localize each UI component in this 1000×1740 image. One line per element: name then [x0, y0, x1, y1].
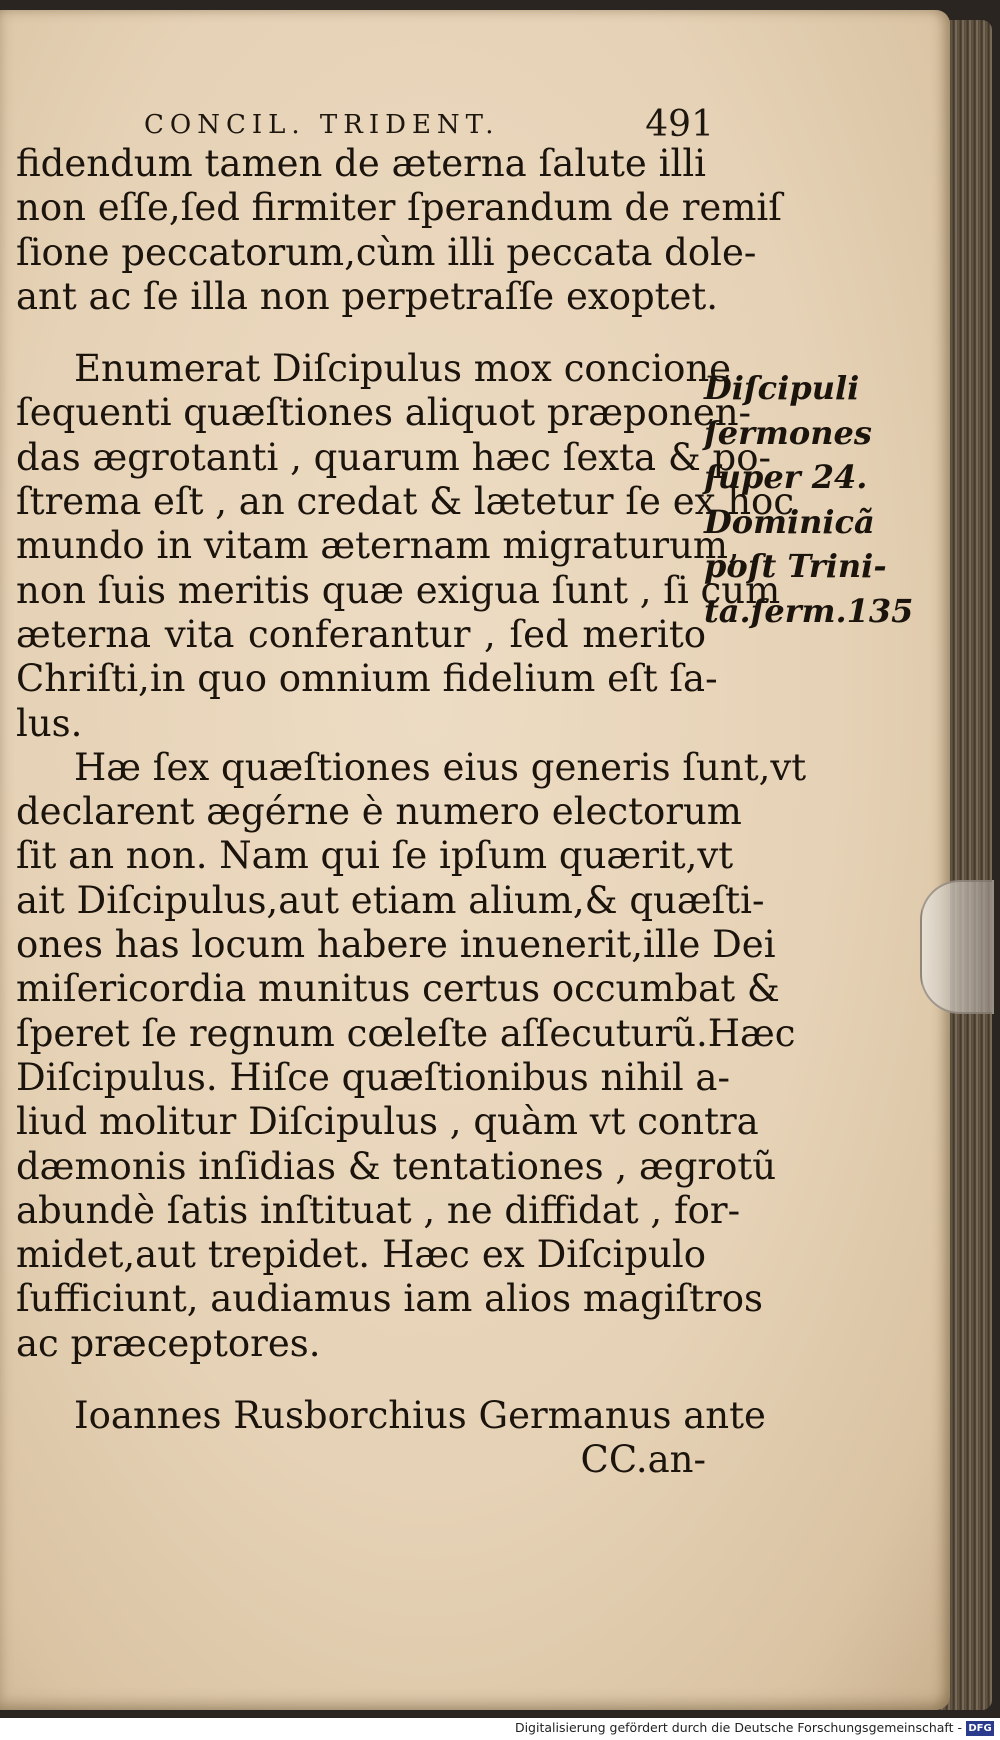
text-line: ſit an non. Nam qui ſe ipſum quærit,vt	[16, 834, 734, 878]
marginal-note-line: ſermones	[704, 413, 872, 452]
text-line: liud molitur Diſcipulus , quàm vt contra	[16, 1100, 759, 1144]
text-line: ſequenti quæſtiones aliquot præponen-	[16, 391, 752, 435]
paragraph	[16, 142, 782, 319]
marginal-note-line: poſt Trini-	[704, 547, 887, 585]
dfg-logo: DFG	[966, 1721, 994, 1736]
marginal-note-line: ta.ſerm.135	[704, 591, 914, 630]
catchword: CC.an-	[580, 1438, 706, 1482]
paragraph	[16, 745, 807, 1366]
text-line: non ſuis meritis quæ exigua ſunt , ſi cum	[16, 568, 781, 612]
footer-credit: Digitalisierung gefördert durch die Deutsche Forschungsgemeinschaft -	[514, 1720, 962, 1735]
text-line: das ægrotanti , quarum hæc ſexta & po-	[16, 435, 771, 479]
text-line: æterna vita conferantur , ſed merito	[16, 612, 706, 656]
marginal-note-line: ſuper 24.	[704, 458, 868, 496]
text-line: miſericordia munitus certus occumbat &	[16, 967, 780, 1011]
page-clip	[920, 880, 994, 1014]
page-number: 491	[645, 104, 714, 145]
text-line: declarent ægérne è numero electorum	[16, 790, 742, 834]
text-line: Chriſti,in quo omnium fidelium eſt ſa-	[16, 657, 718, 701]
running-title: CONCIL. TRIDENT.	[144, 110, 500, 140]
text-line: mundo in vitam æternam migraturum,	[16, 524, 740, 568]
text-line: ac præceptores.	[16, 1321, 321, 1365]
page-header	[144, 104, 714, 144]
text-line: ſperet ſe regnum cœleſte aſſecuturũ.Hæc	[16, 1011, 796, 1055]
text-line: lus.	[16, 701, 83, 745]
text-line: non eſſe,ſed firmiter ſperandum de remiſ	[16, 186, 782, 230]
text-line: ant ac ſe illa non perpetraſſe exoptet.	[16, 274, 719, 318]
text-line: ſtrema eſt , an credat & lætetur ſe ex hoc	[16, 480, 795, 524]
text-line: Hæ ſex quæſtiones eius generis ſunt,vt	[74, 745, 807, 789]
text-line: ſufficiunt, audiamus iam alios magiſtros	[16, 1277, 764, 1321]
text-line: Ioannes Rusborchius Germanus ante	[74, 1394, 766, 1438]
text-line: Diſcipulus. Hiſce quæſtionibus nihil a-	[16, 1055, 730, 1099]
text-line: ones has locum habere inuenerit,ille Dei	[16, 923, 776, 967]
text-line: dæmonis inſidias & tentationes , ægrotũ	[16, 1144, 777, 1188]
text-line: abundè ſatis inſtituat , ne diffidat , for-	[16, 1188, 741, 1232]
digitization-footer	[0, 1718, 1000, 1740]
text-line: midet,aut trepidet. Hæc ex Diſcipulo	[16, 1233, 706, 1277]
marginal-note-line: Diſcipuli	[704, 369, 860, 407]
text-line: fidendum tamen de æterna ſalute illi	[16, 142, 706, 185]
text-line: ait Diſcipulus,aut etiam alium,& quæſti-	[16, 878, 765, 922]
marginal-note-line: Dominicã	[704, 502, 875, 541]
paragraph	[16, 1394, 766, 1438]
marginal-note	[704, 366, 914, 633]
text-line: Enumerat Diſcipulus mox concione	[74, 347, 732, 391]
text-line: ſione peccatorum,cùm illi peccata dole-	[16, 230, 757, 274]
